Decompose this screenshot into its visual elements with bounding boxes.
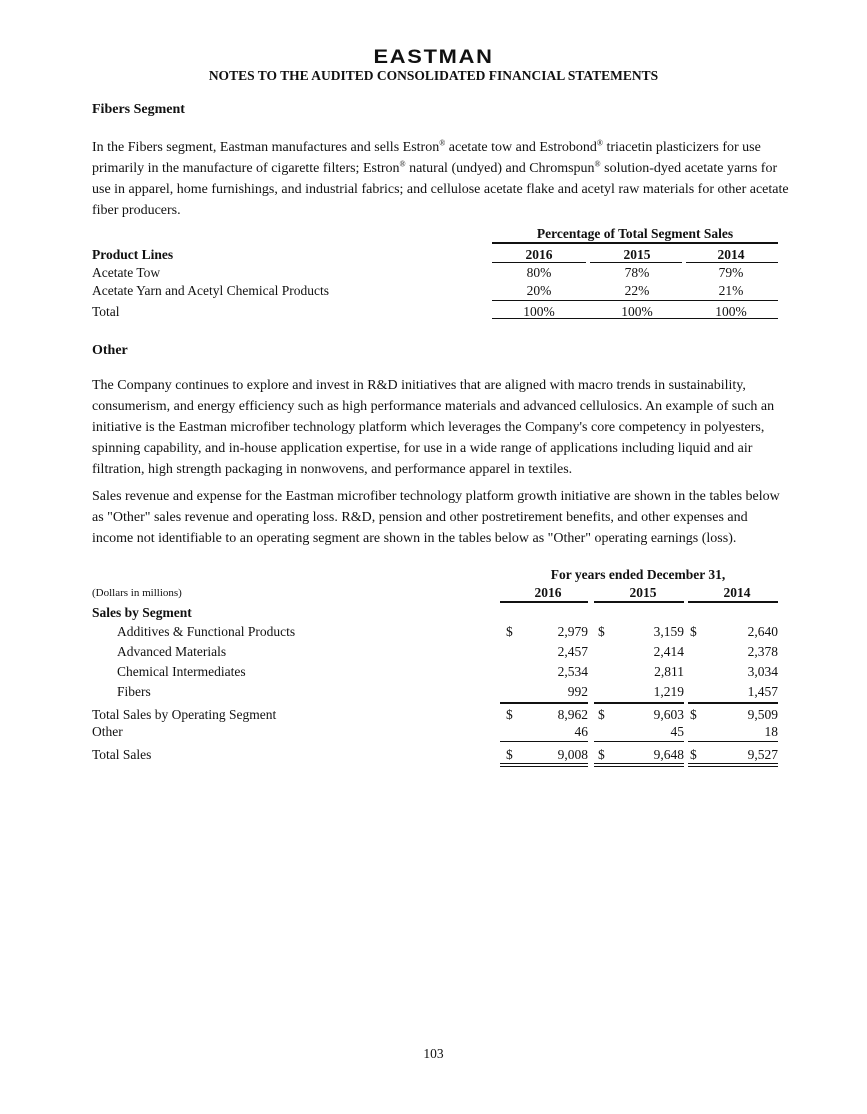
sales-cell: 9,008 — [557, 747, 588, 762]
divider — [492, 262, 586, 263]
sales-cell: 18 — [764, 724, 778, 739]
sales-cell: 9,527 — [747, 747, 778, 762]
segment-label: Chemical Intermediates — [117, 664, 246, 679]
sales-cell: 9,648 — [653, 747, 684, 762]
sales-year-2016: 2016 — [534, 585, 562, 600]
divider — [594, 702, 684, 704]
divider — [500, 763, 588, 764]
sales-cell: 2,457 — [557, 644, 588, 659]
sales-cell: 2,811 — [654, 664, 684, 679]
sales-year-2014: 2014 — [723, 585, 751, 600]
currency-symbol: $ — [506, 624, 513, 639]
fibers-year-2015: 2015 — [623, 247, 651, 262]
divider — [688, 763, 778, 764]
sales-cell: 2,534 — [557, 664, 588, 679]
currency-symbol: $ — [598, 747, 605, 762]
currency-symbol: $ — [598, 707, 605, 722]
sales-table-group-header: For years ended December 31, — [550, 567, 726, 582]
fibers-row-label: Acetate Yarn and Acetyl Chemical Products — [92, 283, 329, 298]
sales-cell: 2,414 — [653, 644, 684, 659]
fibers-table-group-header: Percentage of Total Segment Sales — [536, 226, 734, 241]
divider — [688, 601, 778, 603]
divider — [594, 763, 684, 764]
sales-cell: 992 — [567, 684, 588, 699]
divider — [590, 262, 682, 263]
other-label: Other — [92, 724, 123, 739]
fibers-cell: 78% — [624, 265, 650, 280]
page-title: NOTES TO THE AUDITED CONSOLIDATED FINANCIAL STATEMENTS — [208, 68, 659, 83]
sales-cell: 2,979 — [557, 624, 588, 639]
divider — [492, 300, 778, 301]
other-heading: Other — [92, 343, 128, 358]
currency-symbol: $ — [598, 624, 605, 639]
currency-symbol: $ — [690, 707, 697, 722]
sales-cell: 46 — [574, 724, 588, 739]
currency-symbol: $ — [690, 747, 697, 762]
divider — [492, 318, 778, 319]
operating-total-label: Total Sales by Operating Segment — [92, 707, 277, 722]
divider — [492, 242, 778, 244]
fibers-cell: 80% — [526, 265, 552, 280]
fibers-cell: 20% — [526, 283, 552, 298]
total-sales-label: Total Sales — [92, 747, 152, 762]
fibers-row-label: Acetate Tow — [92, 265, 161, 280]
fibers-table-row-header: Product Lines — [92, 247, 174, 262]
fibers-year-2014: 2014 — [717, 247, 745, 262]
segment-label: Fibers — [117, 684, 151, 699]
sales-cell: 9,603 — [653, 707, 684, 722]
fibers-heading: Fibers Segment — [92, 102, 185, 117]
sales-section-label: Sales by Segment — [92, 605, 192, 620]
sales-year-2015: 2015 — [629, 585, 657, 600]
sales-cell: 2,640 — [747, 624, 778, 639]
fibers-total-cell: 100% — [715, 304, 747, 319]
sales-cell: 45 — [670, 724, 684, 739]
fibers-cell: 21% — [718, 283, 744, 298]
sales-cell: 9,509 — [747, 707, 778, 722]
divider — [688, 702, 778, 704]
currency-symbol: $ — [690, 624, 697, 639]
divider — [686, 262, 778, 263]
segment-label: Advanced Materials — [117, 644, 227, 659]
sales-cell: 1,457 — [747, 684, 778, 699]
divider — [500, 741, 588, 742]
divider — [688, 766, 778, 767]
currency-symbol: $ — [506, 747, 513, 762]
fibers-total-label: Total — [92, 304, 120, 319]
fibers-total-cell: 100% — [621, 304, 653, 319]
sales-cell: 2,378 — [747, 644, 778, 659]
sales-cell: 3,034 — [747, 664, 778, 679]
divider — [500, 766, 588, 767]
divider — [594, 741, 684, 742]
divider — [594, 601, 684, 603]
divider — [594, 766, 684, 767]
divider — [500, 702, 588, 704]
fibers-total-cell: 100% — [523, 304, 555, 319]
units-note: (Dollars in millions) — [92, 587, 182, 599]
sales-cell: 3,159 — [653, 624, 684, 639]
sales-cell: 1,219 — [653, 684, 684, 699]
page-number: 103 — [423, 1046, 444, 1061]
other-paragraph-1: The Company continues to explore and invest in R&D initiatives that are aligned with macro trends in sustainability, consumerism, and energy efficiency such as high performance materials and advanced cellulosics. An example of such an initiative is the Eastman microfiber technology platform which leverages the Company's core competency in polyesters, spinning capability, and in-house application expertise, for use in a wide range of applications including liquid and air filtration, high strength packaging in nonwovens, and performance apparel in textiles. — [92, 378, 775, 477]
fibers-paragraph: In the Fibers segment, Eastman manufactures and sells Estron® acetate tow and Estrobond® triacetin plasticizers for use primarily in the manufacture of cigarette filters; Estron® natural (undyed) and Chromspun® solution-dyed acetate yarns for use in apparel, home furnishings, and industrial fabrics; and cellulose acetate flake and acetyl raw materials for other acetate fiber producers. — [92, 138, 789, 218]
divider — [688, 741, 778, 742]
sales-cell: 8,962 — [557, 707, 588, 722]
fibers-year-2016: 2016 — [525, 247, 553, 262]
currency-symbol: $ — [506, 707, 513, 722]
eastman-logo: EASTMAN — [373, 47, 494, 68]
fibers-cell: 79% — [718, 265, 744, 280]
divider — [500, 601, 588, 603]
other-paragraph-2: Sales revenue and expense for the Eastman microfiber technology platform growth initiative are shown in the tables below as "Other" sales revenue and operating loss. R&D, pension and other postretirement benefits, and other expenses and income not identifiable to an operating segment are shown in the tables below as "Other" operating earnings (loss). — [92, 489, 780, 546]
segment-label: Additives & Functional Products — [117, 624, 296, 639]
fibers-cell: 22% — [624, 283, 650, 298]
